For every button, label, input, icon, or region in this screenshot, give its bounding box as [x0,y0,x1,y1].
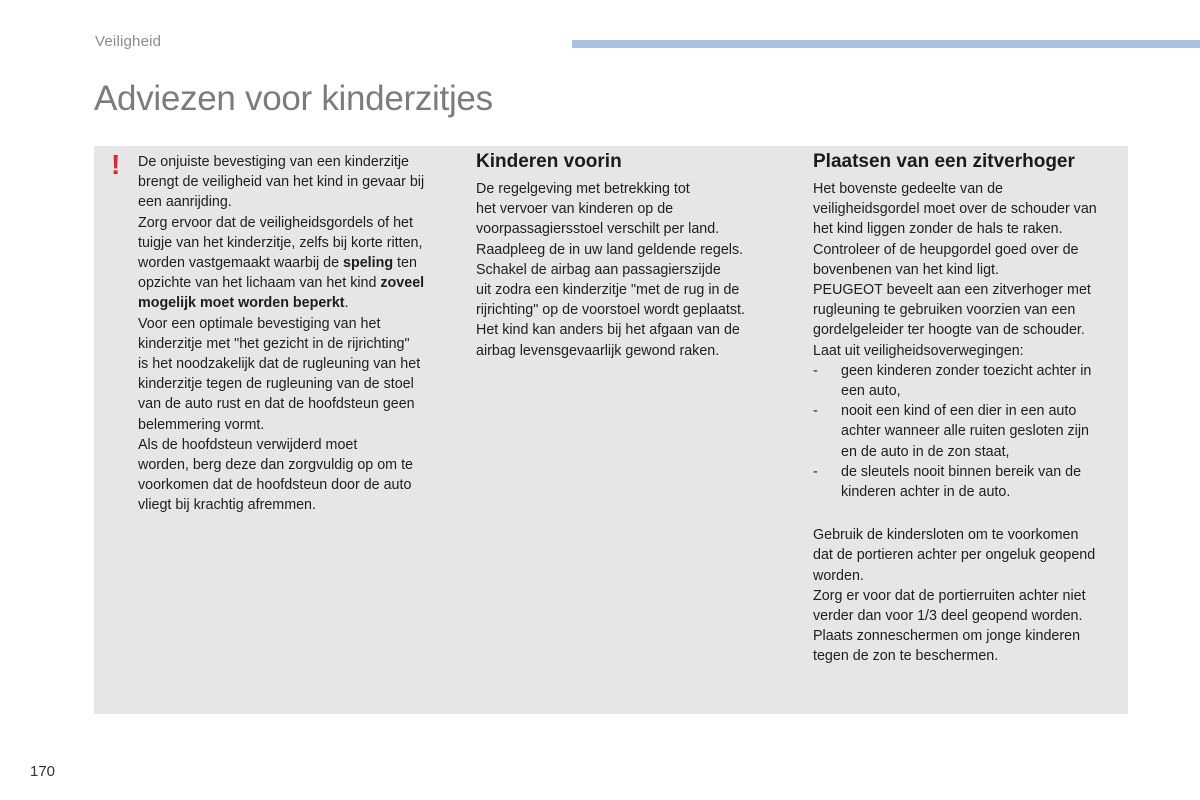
list-item: - de sleutels nooit binnen bereik van de kinderen achter in de auto. [813,463,1082,501]
child-lock-text: Gebruik de kindersloten om te voorkomen dat de portieren achter per ongeluk geopend worden. Zorg er voor dat de portierruiten achter niet verder dan voor 1/3 deel geopend worden. Plaats zonneschermen om jonge kinderen tegen de zon te beschermen. [813,527,1096,665]
warning-paragraph-4: Als de hoofdsteun verwijderd moet worden, berg deze dan zorgvuldig op om te voorkomen dat de hoofdsteun door de auto vliegt bij krachtig afremmen. [138,436,413,514]
paragraph-spacer [813,502,1125,525]
warning-paragraph-2: Zorg ervoor dat de veiligheidsgordels of het tuigje van het kinderzitje, zelfs bij korte ritten, worden vastgemaakt waarbij de speling ten opzichte van het lichaam van het kind zoveel mogelijk moet worden beperkt. [138,214,425,312]
page-number: 170 [30,763,56,780]
bold-phrase-part-1: zoveel [380,275,425,292]
front-seat-heading: Kinderen voorin [476,151,622,172]
section-label: Veiligheid [95,33,162,50]
content-panel [94,146,1128,714]
booster-seat-heading: Plaatsen van een zitverhoger [813,151,1075,172]
warning-paragraph-3: Voor een optimale bevestiging van het kinderzitje met "het gezicht in de rijrichting" is het noodzakelijk dat de rugleuning van het kinderzitje tegen de rugleuning van de stoel van de auto rust en dat de hoofdsteun geen belemmering vormt. [138,315,421,433]
list-item: - geen kinderen zonder toezicht achter in een auto, [813,362,1092,400]
warning-paragraph-1: De onjuiste bevestiging van een kinderzitje brengt de veiligheid van het kind in gevaar bij een aanrijding. [138,154,425,211]
bold-term-speling: speling [343,255,394,272]
exclamation-icon: ! [111,149,121,180]
safety-list [813,361,1125,502]
booster-seat-text: Het bovenste gedeelte van de veiligheidsgordel moet over de schouder van het kind liggen zonder de hals te raken. Controleer of de heupgordel goed over de bovenbenen van het kind ligt. PEUGEOT beveelt aan een zitverhoger met rugleuning te gebruiken voorzien van een gordelgeleider ter hoogte van de schouder. Laat uit veiligheidsoverwegingen: [813,181,1097,359]
bold-phrase-part-2: mogelijk moet worden beperkt [138,295,345,312]
page-title: Adviezen voor kinderzitjes [94,79,493,118]
section-accent-bar [572,40,1200,48]
front-seat-text: De regelgeving met betrekking tot het vervoer van kinderen op de voorpassagiersstoel verschilt per land. Raadpleeg de in uw land geldende regels. Schakel de airbag aan passagierszijde uit zodra een kinderzitje "met de rug in de rijrichting" op de voorstoel wordt geplaatst. Het kind kan anders bij het afgaan van de airbag levensgevaarlijk gewond raken. [476,181,745,359]
list-item: - nooit een kind of een dier in een auto achter wanneer alle ruiten gesloten zijn en de auto in de zon staat, [813,403,1089,460]
front-seat-column [476,150,776,361]
warning-column [138,152,458,516]
booster-seat-column [813,150,1125,667]
